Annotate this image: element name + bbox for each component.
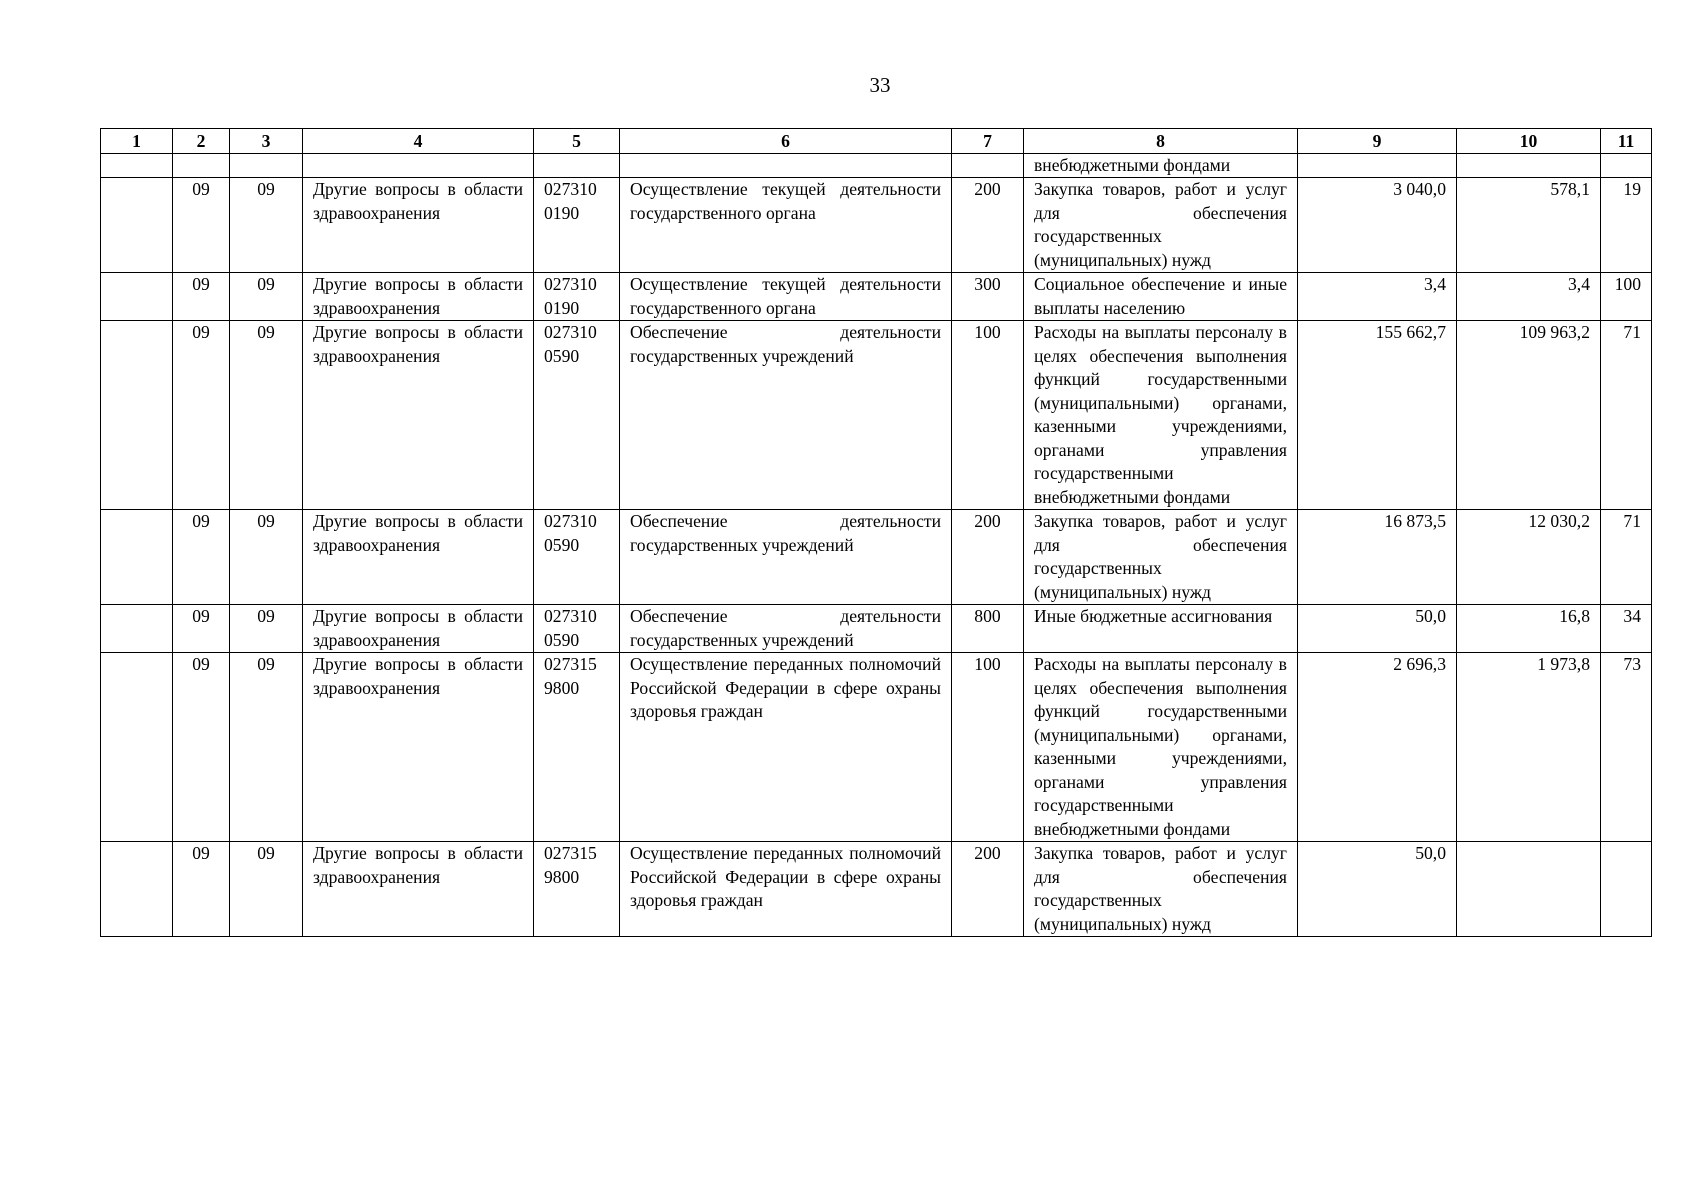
- expense-type-cell: Социальное обеспечение и иные выплаты населению: [1024, 273, 1298, 321]
- plan-amount-cell: 16 873,5: [1298, 510, 1457, 605]
- expense-kind-code-cell: 200: [952, 842, 1024, 937]
- percent-cell: 34: [1601, 605, 1652, 653]
- executed-amount-cell: 109 963,2: [1457, 321, 1601, 510]
- table-row: [101, 273, 1652, 321]
- subsection-code-cell: 09: [230, 605, 303, 653]
- header-cell: 3: [230, 129, 303, 154]
- target-item-code-cell: 027315 9800: [534, 842, 620, 937]
- target-item-name-cell: Осуществление текущей деятельности государственного органа: [620, 178, 952, 273]
- plan-amount-cell: 155 662,7: [1298, 321, 1457, 510]
- section-code-cell: 09: [173, 273, 230, 321]
- expense-type-cell: Расходы на выплаты персоналу в целях обеспечения выполнения функций государственными (муниципальными) органами, казенными учреждениями, органами управления государственными внебюджетными фондами: [1024, 653, 1298, 842]
- executed-amount-cell: [1457, 842, 1601, 937]
- expense-type-cell: Закупка товаров, работ и услуг для обеспечения государственных (муниципальных) нужд: [1024, 842, 1298, 937]
- section-code-cell: 09: [173, 605, 230, 653]
- table-cell: [303, 154, 534, 178]
- target-item-code-cell: 027315 9800: [534, 653, 620, 842]
- table-cell: [230, 154, 303, 178]
- header-cell: 9: [1298, 129, 1457, 154]
- table-cell: [101, 653, 173, 842]
- continuation-row: [101, 154, 1652, 178]
- header-cell: 6: [620, 129, 952, 154]
- table-row: [101, 653, 1652, 842]
- executed-amount-cell: 578,1: [1457, 178, 1601, 273]
- subsection-name-cell: Другие вопросы в области здравоохранения: [303, 653, 534, 842]
- expense-kind-code-cell: 100: [952, 321, 1024, 510]
- expense-kind-code-cell: 300: [952, 273, 1024, 321]
- section-code-cell: 09: [173, 510, 230, 605]
- percent-cell: 19: [1601, 178, 1652, 273]
- plan-amount-cell: 50,0: [1298, 605, 1457, 653]
- expense-kind-code-cell: 800: [952, 605, 1024, 653]
- expense-type-cell: Закупка товаров, работ и услуг для обеспечения государственных (муниципальных) нужд: [1024, 178, 1298, 273]
- subsection-code-cell: 09: [230, 273, 303, 321]
- target-item-name-cell: Обеспечение деятельности государственных учреждений: [620, 605, 952, 653]
- table-cell: [620, 154, 952, 178]
- subsection-code-cell: 09: [230, 321, 303, 510]
- percent-cell: 71: [1601, 321, 1652, 510]
- table-row: [101, 178, 1652, 273]
- header-cell: 4: [303, 129, 534, 154]
- table-cell: [101, 273, 173, 321]
- table-row: [101, 842, 1652, 937]
- subsection-name-cell: Другие вопросы в области здравоохранения: [303, 273, 534, 321]
- table-row: [101, 605, 1652, 653]
- subsection-name-cell: Другие вопросы в области здравоохранения: [303, 842, 534, 937]
- header-cell: 10: [1457, 129, 1601, 154]
- section-code-cell: 09: [173, 321, 230, 510]
- header-cell: 7: [952, 129, 1024, 154]
- table-cell: [101, 510, 173, 605]
- table-cell: [101, 842, 173, 937]
- target-item-code-cell: 027310 0190: [534, 178, 620, 273]
- expense-kind-code-cell: 100: [952, 653, 1024, 842]
- table-cell: [952, 154, 1024, 178]
- percent-cell: [1601, 842, 1652, 937]
- table-cell: [1601, 154, 1652, 178]
- subsection-code-cell: 09: [230, 653, 303, 842]
- executed-amount-cell: 1 973,8: [1457, 653, 1601, 842]
- table-cell: [173, 154, 230, 178]
- percent-cell: 100: [1601, 273, 1652, 321]
- table-header-row: [101, 129, 1652, 154]
- table-cell: [101, 321, 173, 510]
- header-cell: 8: [1024, 129, 1298, 154]
- table-cell: [101, 154, 173, 178]
- table-cell: [1298, 154, 1457, 178]
- expense-kind-code-cell: 200: [952, 510, 1024, 605]
- section-code-cell: 09: [173, 178, 230, 273]
- table-row: [101, 510, 1652, 605]
- subsection-name-cell: Другие вопросы в области здравоохранения: [303, 178, 534, 273]
- target-item-name-cell: Обеспечение деятельности государственных учреждений: [620, 321, 952, 510]
- target-item-name-cell: Обеспечение деятельности государственных учреждений: [620, 510, 952, 605]
- section-code-cell: 09: [173, 842, 230, 937]
- expense-type-cell: Расходы на выплаты персоналу в целях обеспечения выполнения функций государственными (муниципальными) органами, казенными учреждениями, органами управления государственными внебюджетными фондами: [1024, 321, 1298, 510]
- table-cell: [101, 605, 173, 653]
- target-item-code-cell: 027310 0190: [534, 273, 620, 321]
- target-item-name-cell: Осуществление текущей деятельности государственного органа: [620, 273, 952, 321]
- subsection-name-cell: Другие вопросы в области здравоохранения: [303, 605, 534, 653]
- subsection-name-cell: Другие вопросы в области здравоохранения: [303, 510, 534, 605]
- expense-kind-code-cell: 200: [952, 178, 1024, 273]
- expense-type-cell: Иные бюджетные ассигнования: [1024, 605, 1298, 653]
- subsection-code-cell: 09: [230, 178, 303, 273]
- table-cell: [534, 154, 620, 178]
- budget-table: [100, 128, 1652, 937]
- section-code-cell: 09: [173, 653, 230, 842]
- plan-amount-cell: 3 040,0: [1298, 178, 1457, 273]
- executed-amount-cell: 3,4: [1457, 273, 1601, 321]
- subsection-code-cell: 09: [230, 510, 303, 605]
- target-item-code-cell: 027310 0590: [534, 605, 620, 653]
- target-item-name-cell: Осуществление переданных полномочий Российской Федерации в сфере охраны здоровья граждан: [620, 842, 952, 937]
- header-cell: 2: [173, 129, 230, 154]
- table-cell: [101, 178, 173, 273]
- percent-cell: 73: [1601, 653, 1652, 842]
- plan-amount-cell: 50,0: [1298, 842, 1457, 937]
- header-cell: 5: [534, 129, 620, 154]
- plan-amount-cell: 3,4: [1298, 273, 1457, 321]
- subsection-name-cell: Другие вопросы в области здравоохранения: [303, 321, 534, 510]
- header-cell: 1: [101, 129, 173, 154]
- executed-amount-cell: 12 030,2: [1457, 510, 1601, 605]
- header-cell: 11: [1601, 129, 1652, 154]
- target-item-name-cell: Осуществление переданных полномочий Российской Федерации в сфере охраны здоровья граждан: [620, 653, 952, 842]
- expense-type-cell: внебюджетными фондами: [1024, 154, 1298, 178]
- target-item-code-cell: 027310 0590: [534, 510, 620, 605]
- executed-amount-cell: 16,8: [1457, 605, 1601, 653]
- expense-type-cell: Закупка товаров, работ и услуг для обеспечения государственных (муниципальных) нужд: [1024, 510, 1298, 605]
- table-row: [101, 321, 1652, 510]
- page-number: 33: [869, 73, 891, 97]
- plan-amount-cell: 2 696,3: [1298, 653, 1457, 842]
- table-cell: [1457, 154, 1601, 178]
- percent-cell: 71: [1601, 510, 1652, 605]
- target-item-code-cell: 027310 0590: [534, 321, 620, 510]
- subsection-code-cell: 09: [230, 842, 303, 937]
